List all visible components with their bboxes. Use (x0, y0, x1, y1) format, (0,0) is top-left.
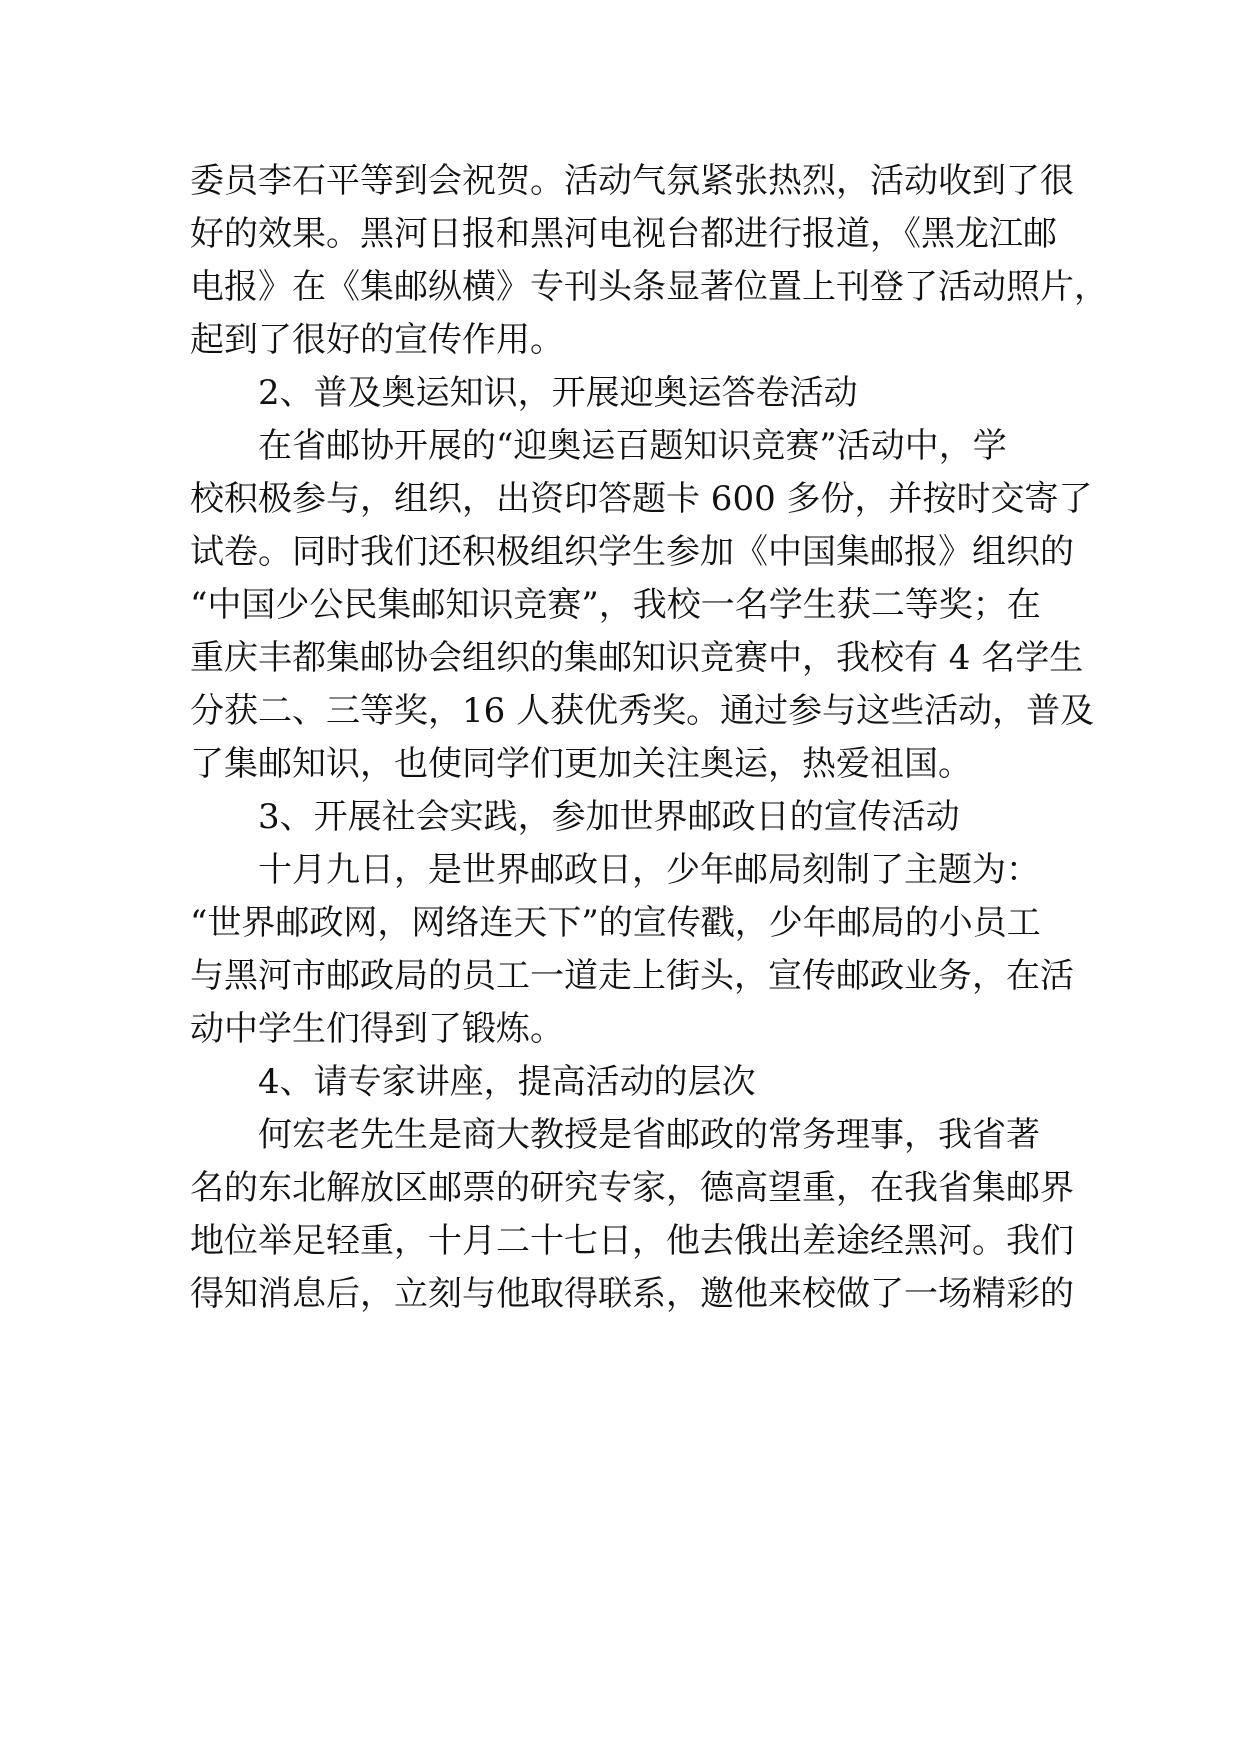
section-heading-2: 2、普及奥运知识，开展迎奥运答卷活动 (190, 373, 858, 413)
section-heading-3: 3、开展社会实践，参加世界邮政日的宣传活动 (190, 797, 960, 837)
text-line: “世界邮政网，网络连天下”的宣传戳，少年邮局的小员工 (190, 903, 1041, 943)
text-line: 校积极参与，组织，出资印答题卡 600 多份，并按时交寄了 (190, 479, 1093, 519)
text-line: 电报》在《集邮纵横》专刊头条显著位置上刊登了活动照片， (190, 267, 1108, 307)
text-line: 委员李石平等到会祝贺。活动气氛紧张热烈，活动收到了很 (190, 161, 1074, 201)
text-line: 试卷。同时我们还积极组织学生参加《中国集邮报》组织的 (190, 532, 1074, 572)
text-line: 十月九日，是世界邮政日，少年邮局刻制了主题为： (190, 850, 1040, 890)
text-line: 地位举足轻重，十月二十七日，他去俄出差途经黑河。我们 (190, 1221, 1074, 1261)
text-line: 了集邮知识，也使同学们更加关注奥运，热爱祖国。 (190, 744, 972, 784)
text-line: 在省邮协开展的“迎奥运百题知识竞赛”活动中，学 (190, 426, 1007, 466)
document-body (190, 155, 1108, 1321)
text-line: 分获二、三等奖，16 人获优秀奖。通过参与这些活动，普及 (190, 691, 1095, 731)
text-line: “中国少公民集邮知识竞赛”，我校一名学生获二等奖；在 (190, 585, 1041, 625)
section-heading-4: 4、请专家讲座，提高活动的层次 (190, 1062, 756, 1102)
text-line: 起到了很好的宣传作用。 (190, 320, 564, 360)
text-line: 与黑河市邮政局的员工一道走上街头，宣传邮政业务，在活 (190, 956, 1074, 996)
text-line: 得知消息后，立刻与他取得联系，邀他来校做了一场精彩的 (190, 1274, 1074, 1314)
text-line: 名的东北解放区邮票的研究专家，德高望重，在我省集邮界 (190, 1168, 1074, 1208)
text-line: 好的效果。黑河日报和黑河电视台都进行报道，《黑龙江邮 (190, 214, 1057, 254)
text-line: 重庆丰都集邮协会组织的集邮知识竞赛中，我校有 4 名学生 (190, 638, 1084, 678)
text-line: 何宏老先生是商大教授是省邮政的常务理事，我省著 (190, 1115, 1040, 1155)
text-line: 动中学生们得到了锻炼。 (190, 1009, 564, 1049)
